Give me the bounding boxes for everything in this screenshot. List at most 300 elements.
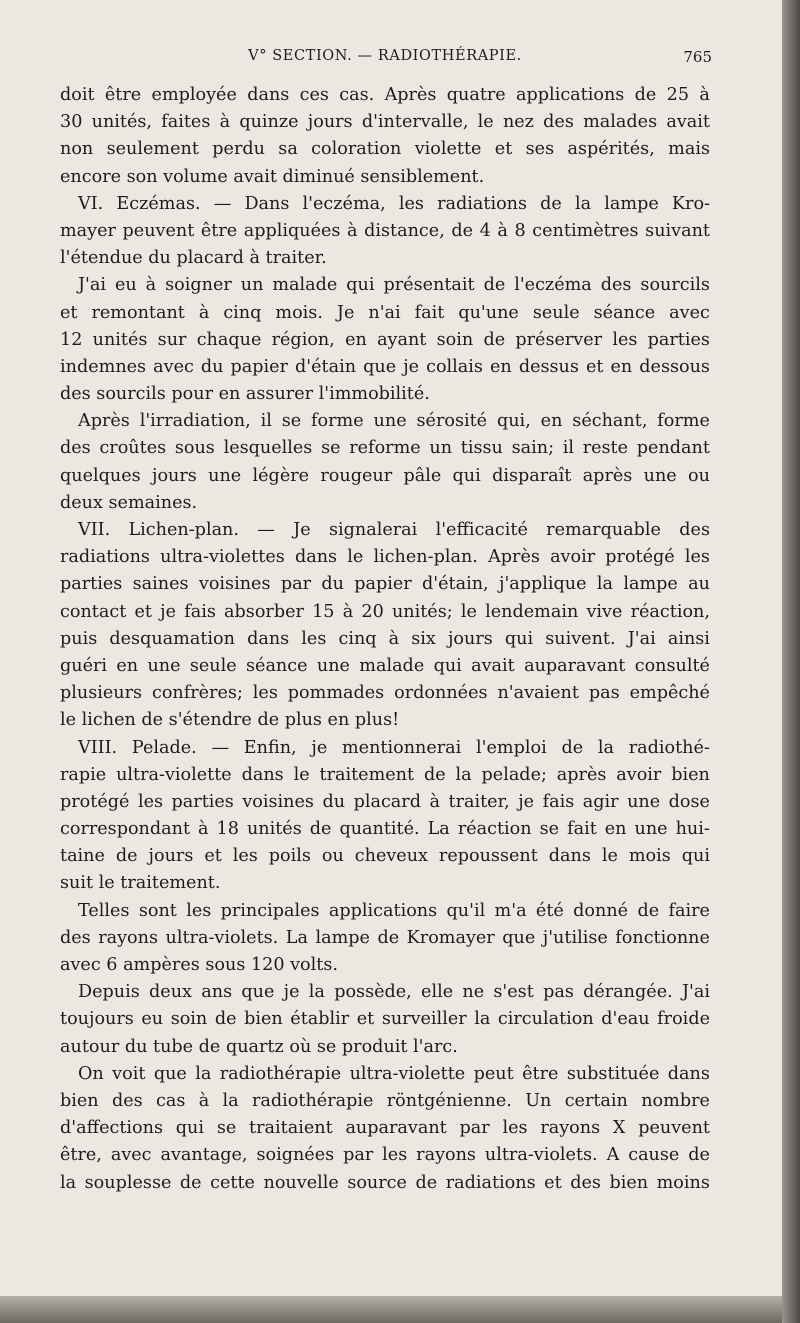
word: reste xyxy=(582,438,629,459)
word: à xyxy=(198,819,209,840)
word: signalerai xyxy=(328,520,418,540)
word: qui xyxy=(452,465,481,486)
word: possède, xyxy=(334,982,412,1003)
word: cinq xyxy=(338,628,377,649)
word: Depuis xyxy=(78,982,140,1003)
word: je xyxy=(311,737,328,758)
word: il xyxy=(562,438,574,459)
text-line xyxy=(60,191,710,218)
word: vive xyxy=(586,601,623,622)
word: dessus xyxy=(518,356,579,377)
word: à xyxy=(342,601,354,622)
text-line xyxy=(60,1088,710,1115)
word: bien xyxy=(609,1172,649,1193)
text-line xyxy=(60,680,710,707)
word: qui xyxy=(346,275,375,296)
word: sous xyxy=(174,438,215,459)
word: une xyxy=(208,465,242,486)
word: violette xyxy=(414,139,482,160)
word: repoussent xyxy=(438,846,538,867)
word: dose xyxy=(668,791,710,812)
word: les xyxy=(382,1145,408,1166)
word: parties xyxy=(171,791,234,812)
word: ne xyxy=(462,982,485,1003)
word: A xyxy=(606,1145,620,1166)
word: tissu xyxy=(460,438,503,459)
word: radiations xyxy=(445,1172,536,1193)
word: — xyxy=(213,193,232,214)
word: l'irradiation, xyxy=(139,411,251,432)
text-line xyxy=(60,571,710,598)
word: ultra-violette xyxy=(349,1063,466,1084)
word: Après xyxy=(384,85,437,105)
word: eu xyxy=(141,1009,164,1030)
word: confrères; xyxy=(151,683,243,704)
text-line xyxy=(60,626,710,653)
word: radiations xyxy=(60,547,150,568)
word: mois xyxy=(628,846,671,867)
word: traiter, xyxy=(448,791,510,812)
word: Je xyxy=(293,520,311,540)
word: des xyxy=(60,438,91,459)
word: faites xyxy=(161,112,211,133)
word: ordonnées xyxy=(394,683,488,704)
text-line xyxy=(60,517,710,544)
word: soin xyxy=(170,1009,208,1030)
word: la xyxy=(596,574,614,595)
word: VIII. xyxy=(78,737,118,758)
word: rapie xyxy=(60,764,107,785)
word: dans xyxy=(241,764,284,785)
word: X xyxy=(612,1118,626,1139)
word: des xyxy=(60,927,91,948)
text-line: encore son volume avait diminué sensiblement. xyxy=(60,166,485,187)
word: qui xyxy=(175,1118,205,1139)
word: et xyxy=(544,1172,562,1193)
word: moins xyxy=(656,1172,710,1193)
word: malades xyxy=(583,112,658,133)
word: collais xyxy=(426,356,483,377)
word: VI. xyxy=(78,193,104,214)
text-line xyxy=(60,816,710,843)
word: unités; xyxy=(391,601,453,622)
word: contact xyxy=(60,601,127,622)
word: lampe xyxy=(604,193,659,214)
word: une xyxy=(316,655,350,676)
word: correspondant xyxy=(60,819,191,840)
word: pâle xyxy=(403,465,442,486)
word: quinze xyxy=(239,112,299,133)
word: remontant xyxy=(91,302,185,323)
word: soigner xyxy=(165,275,232,296)
word: se xyxy=(539,819,560,840)
word: dérangée. xyxy=(583,982,673,1003)
word: radiothé- xyxy=(628,737,710,758)
word: à xyxy=(429,791,440,812)
word: bien xyxy=(244,1009,283,1030)
word: réaction, xyxy=(630,601,710,622)
word: les xyxy=(252,683,278,704)
word: avoir xyxy=(550,547,596,568)
word: rougeur xyxy=(320,465,393,486)
word: la xyxy=(308,982,325,1003)
word: ainsi xyxy=(667,628,710,649)
word: d'étain xyxy=(295,356,357,377)
word: ultra-violette xyxy=(116,764,232,785)
word: n'ai xyxy=(368,302,401,323)
word: principales xyxy=(220,900,320,921)
word: chaque xyxy=(196,329,262,350)
word: cheveux xyxy=(354,846,428,867)
word: employée xyxy=(151,85,237,105)
word: de xyxy=(688,1145,710,1166)
word: parties xyxy=(60,574,123,595)
word: mois. xyxy=(275,302,323,323)
word: se xyxy=(321,438,341,459)
text-line xyxy=(60,82,710,109)
word: radiothérapie xyxy=(219,1063,342,1084)
word: que xyxy=(502,927,536,948)
text-line xyxy=(60,979,710,1006)
word: et xyxy=(134,601,152,622)
text-line xyxy=(60,544,710,571)
word: la xyxy=(195,1063,212,1084)
word: traitement xyxy=(319,764,415,785)
word: applications xyxy=(516,85,625,105)
word: — xyxy=(257,520,275,540)
word: les xyxy=(502,1118,528,1139)
word: être, xyxy=(60,1145,102,1166)
word: cas. xyxy=(339,85,375,105)
word: perdu xyxy=(212,139,265,160)
word: indemnes xyxy=(60,356,147,377)
word: malade xyxy=(272,275,338,296)
word: voisines xyxy=(242,791,314,812)
word: placard xyxy=(353,791,421,812)
word: croûtes xyxy=(99,438,167,459)
word: pelade; xyxy=(481,764,547,785)
text-line: des sourcils pour en assurer l'immobilité. xyxy=(60,384,430,405)
word: j'applique xyxy=(498,574,587,595)
word: lampe xyxy=(623,574,678,595)
word: ultra-violets. xyxy=(165,927,279,948)
word: en xyxy=(604,819,627,840)
word: sain; xyxy=(511,438,554,459)
word: disparaît xyxy=(492,465,572,486)
word: le xyxy=(460,601,477,622)
word: cette xyxy=(210,1172,255,1193)
word: les xyxy=(398,193,424,214)
word: donné xyxy=(573,900,629,921)
word: empêché xyxy=(629,683,710,704)
word: après xyxy=(556,764,607,785)
word: de xyxy=(214,1009,237,1030)
word: légère xyxy=(252,465,310,486)
word: forme xyxy=(657,411,710,432)
word: jours xyxy=(307,112,353,133)
word: seule xyxy=(189,655,237,676)
word: en xyxy=(345,329,367,350)
word: avoir xyxy=(616,764,662,785)
word: Pelade. xyxy=(131,737,197,758)
word: nouvelle xyxy=(263,1172,339,1193)
word: du xyxy=(322,791,346,812)
word: consulté xyxy=(634,655,710,676)
word: agir xyxy=(582,791,619,812)
word: de xyxy=(634,85,657,105)
word: papier xyxy=(230,356,288,377)
word: Je xyxy=(336,302,355,323)
word: guéri xyxy=(60,655,108,676)
word: une xyxy=(147,655,181,676)
word: eu xyxy=(114,275,137,296)
word: radiothérapie xyxy=(252,1090,374,1111)
word: que xyxy=(363,356,397,377)
word: dans xyxy=(294,547,338,568)
word: source xyxy=(347,1172,407,1193)
word: je xyxy=(283,982,300,1003)
word: puis xyxy=(60,628,98,649)
word: bien xyxy=(671,764,710,785)
word: sont xyxy=(138,900,177,921)
word: se xyxy=(216,1118,237,1139)
text-line xyxy=(60,463,710,490)
word: sérosité xyxy=(416,411,488,432)
word: Kromayer xyxy=(406,927,495,948)
word: le xyxy=(293,764,310,785)
word: d'intervalle, xyxy=(361,112,469,133)
word: pendant xyxy=(636,438,710,459)
word: Kro- xyxy=(671,193,710,214)
word: röntgénienne. xyxy=(386,1090,512,1111)
page-header xyxy=(60,48,710,70)
word: substituée xyxy=(566,1063,660,1084)
word: fais xyxy=(184,601,216,622)
word: froide xyxy=(657,1009,710,1030)
page-bottom-shadow xyxy=(0,1296,782,1323)
word: en xyxy=(610,356,633,377)
word: Dans xyxy=(244,193,290,214)
word: mais xyxy=(668,139,710,160)
word: lampe xyxy=(315,927,370,948)
word: d'étain, xyxy=(422,574,489,595)
text-line xyxy=(60,109,710,136)
word: de xyxy=(540,193,562,214)
word: circulation xyxy=(497,1009,594,1030)
word: ayant xyxy=(377,329,427,350)
text-line: deux semaines. xyxy=(60,492,198,513)
word: les xyxy=(684,547,710,568)
text-line: suit le traitement. xyxy=(60,873,221,894)
word: protégé xyxy=(605,547,675,568)
word: qui xyxy=(504,628,534,649)
word: soignées xyxy=(256,1145,335,1166)
word: seulement xyxy=(106,139,199,160)
word: 18 xyxy=(216,819,239,840)
text-line xyxy=(60,653,710,680)
word: centimètres xyxy=(532,220,639,241)
word: voit xyxy=(112,1063,146,1084)
word: fait xyxy=(567,819,597,840)
word: je xyxy=(160,601,176,622)
word: saines xyxy=(132,574,189,595)
word: au xyxy=(688,574,710,595)
word: remarquable xyxy=(546,520,661,540)
word: poils xyxy=(268,846,311,867)
word: lichen-plan. xyxy=(373,547,478,568)
word: d'eau xyxy=(601,1009,650,1030)
word: été xyxy=(535,900,564,921)
word: reforme xyxy=(349,438,421,459)
word: il xyxy=(260,411,272,432)
word: le xyxy=(601,846,618,867)
word: dans xyxy=(247,85,290,105)
word: de xyxy=(179,1172,202,1193)
word: hui- xyxy=(675,819,710,840)
word: lendemain xyxy=(485,601,579,622)
running-head: V° SECTION. — RADIOTHÉRAPIE. xyxy=(248,48,522,64)
word: 15 xyxy=(312,601,335,622)
text-line xyxy=(60,1170,710,1197)
word: les xyxy=(137,791,164,812)
word: doit xyxy=(60,85,95,105)
word: et xyxy=(204,846,222,867)
text-line xyxy=(60,354,710,381)
word: pas xyxy=(543,982,574,1003)
text-line xyxy=(60,599,710,626)
word: La xyxy=(427,819,450,840)
word: qu'une xyxy=(458,302,519,323)
word: l'efficacité xyxy=(435,520,528,540)
word: séchant, xyxy=(572,411,648,432)
word: parties xyxy=(647,329,710,350)
word: de xyxy=(377,927,400,948)
word: une xyxy=(643,465,677,486)
word: qu'il xyxy=(446,900,486,921)
word: J'ai xyxy=(681,982,710,1003)
word: souplesse xyxy=(84,1172,172,1193)
word: ses xyxy=(525,139,555,160)
word: la xyxy=(222,1090,239,1111)
word: J'ai xyxy=(627,628,656,649)
word: dans xyxy=(548,846,591,867)
word: du xyxy=(200,356,224,377)
word: voisines xyxy=(198,574,271,595)
word: de xyxy=(451,220,474,241)
word: à xyxy=(347,220,358,241)
word: nez xyxy=(502,112,534,133)
word: la xyxy=(575,193,592,214)
text-line xyxy=(60,1006,710,1033)
word: avantage, xyxy=(160,1145,248,1166)
word: rayons xyxy=(416,1145,476,1166)
word: présentait xyxy=(383,275,475,296)
word: 20 xyxy=(361,601,384,622)
word: ans xyxy=(201,982,233,1003)
word: malade xyxy=(359,655,425,676)
word: la xyxy=(455,764,472,785)
word: suivent. xyxy=(545,628,616,649)
word: Lichen-plan. xyxy=(128,520,239,540)
word: distance, xyxy=(364,220,445,241)
word: mentionnerai xyxy=(341,737,462,758)
word: avec xyxy=(153,356,194,377)
text-line xyxy=(60,435,710,462)
word: protégé xyxy=(60,791,130,812)
word: unités xyxy=(246,819,302,840)
word: jours xyxy=(151,465,197,486)
word: une xyxy=(627,791,661,812)
word: Telles xyxy=(78,900,130,921)
word: établir xyxy=(290,1009,350,1030)
word: être xyxy=(104,85,142,105)
body-text xyxy=(60,82,710,1197)
word: par xyxy=(280,574,311,595)
word: desquamation xyxy=(109,628,235,649)
word: rayons xyxy=(98,927,159,948)
word: seule xyxy=(532,302,580,323)
word: d'affections xyxy=(60,1118,164,1139)
word: et xyxy=(494,139,513,160)
word: des xyxy=(600,275,632,296)
word: avait xyxy=(666,112,710,133)
word: et xyxy=(585,356,604,377)
word: six xyxy=(411,628,436,649)
word: bien xyxy=(60,1090,99,1111)
word: une xyxy=(373,411,407,432)
word: 8 xyxy=(514,220,526,241)
word: traitaient xyxy=(249,1118,333,1139)
word: sourcils xyxy=(640,275,710,296)
word: l'eczéma xyxy=(514,275,592,296)
text-line xyxy=(60,136,710,163)
word: non xyxy=(60,139,94,160)
text-line xyxy=(60,843,710,870)
word: à xyxy=(497,220,508,241)
text-line xyxy=(60,789,710,816)
text-line xyxy=(60,327,710,354)
word: coloration xyxy=(311,139,402,160)
text-line: avec 6 ampères sous 120 volts. xyxy=(60,955,338,975)
word: dans xyxy=(667,1063,710,1084)
word: Eczémas. xyxy=(116,193,201,214)
word: VII. xyxy=(78,520,111,540)
word: région, xyxy=(271,329,335,350)
word: ces xyxy=(299,85,329,105)
word: cause xyxy=(628,1145,680,1166)
word: surveiller xyxy=(381,1009,467,1030)
word: du xyxy=(321,574,344,595)
word: une xyxy=(634,819,668,840)
word: quatre xyxy=(446,85,506,105)
word: La xyxy=(285,927,308,948)
word: l'emploi xyxy=(476,737,547,758)
word: certain xyxy=(564,1090,628,1111)
word: les xyxy=(612,329,638,350)
word: faire xyxy=(668,900,710,921)
word: ou xyxy=(688,465,710,486)
text-line: le lichen de s'étendre de plus en plus! xyxy=(60,710,400,731)
text-line: l'étendue du placard à traiter. xyxy=(60,248,327,269)
word: taine xyxy=(60,846,105,867)
word: 4 xyxy=(479,220,491,241)
word: pas xyxy=(588,683,620,704)
word: forme xyxy=(311,411,364,432)
word: — xyxy=(211,737,230,758)
word: et xyxy=(356,1009,375,1030)
word: jours xyxy=(447,628,493,649)
word: de xyxy=(483,275,506,296)
